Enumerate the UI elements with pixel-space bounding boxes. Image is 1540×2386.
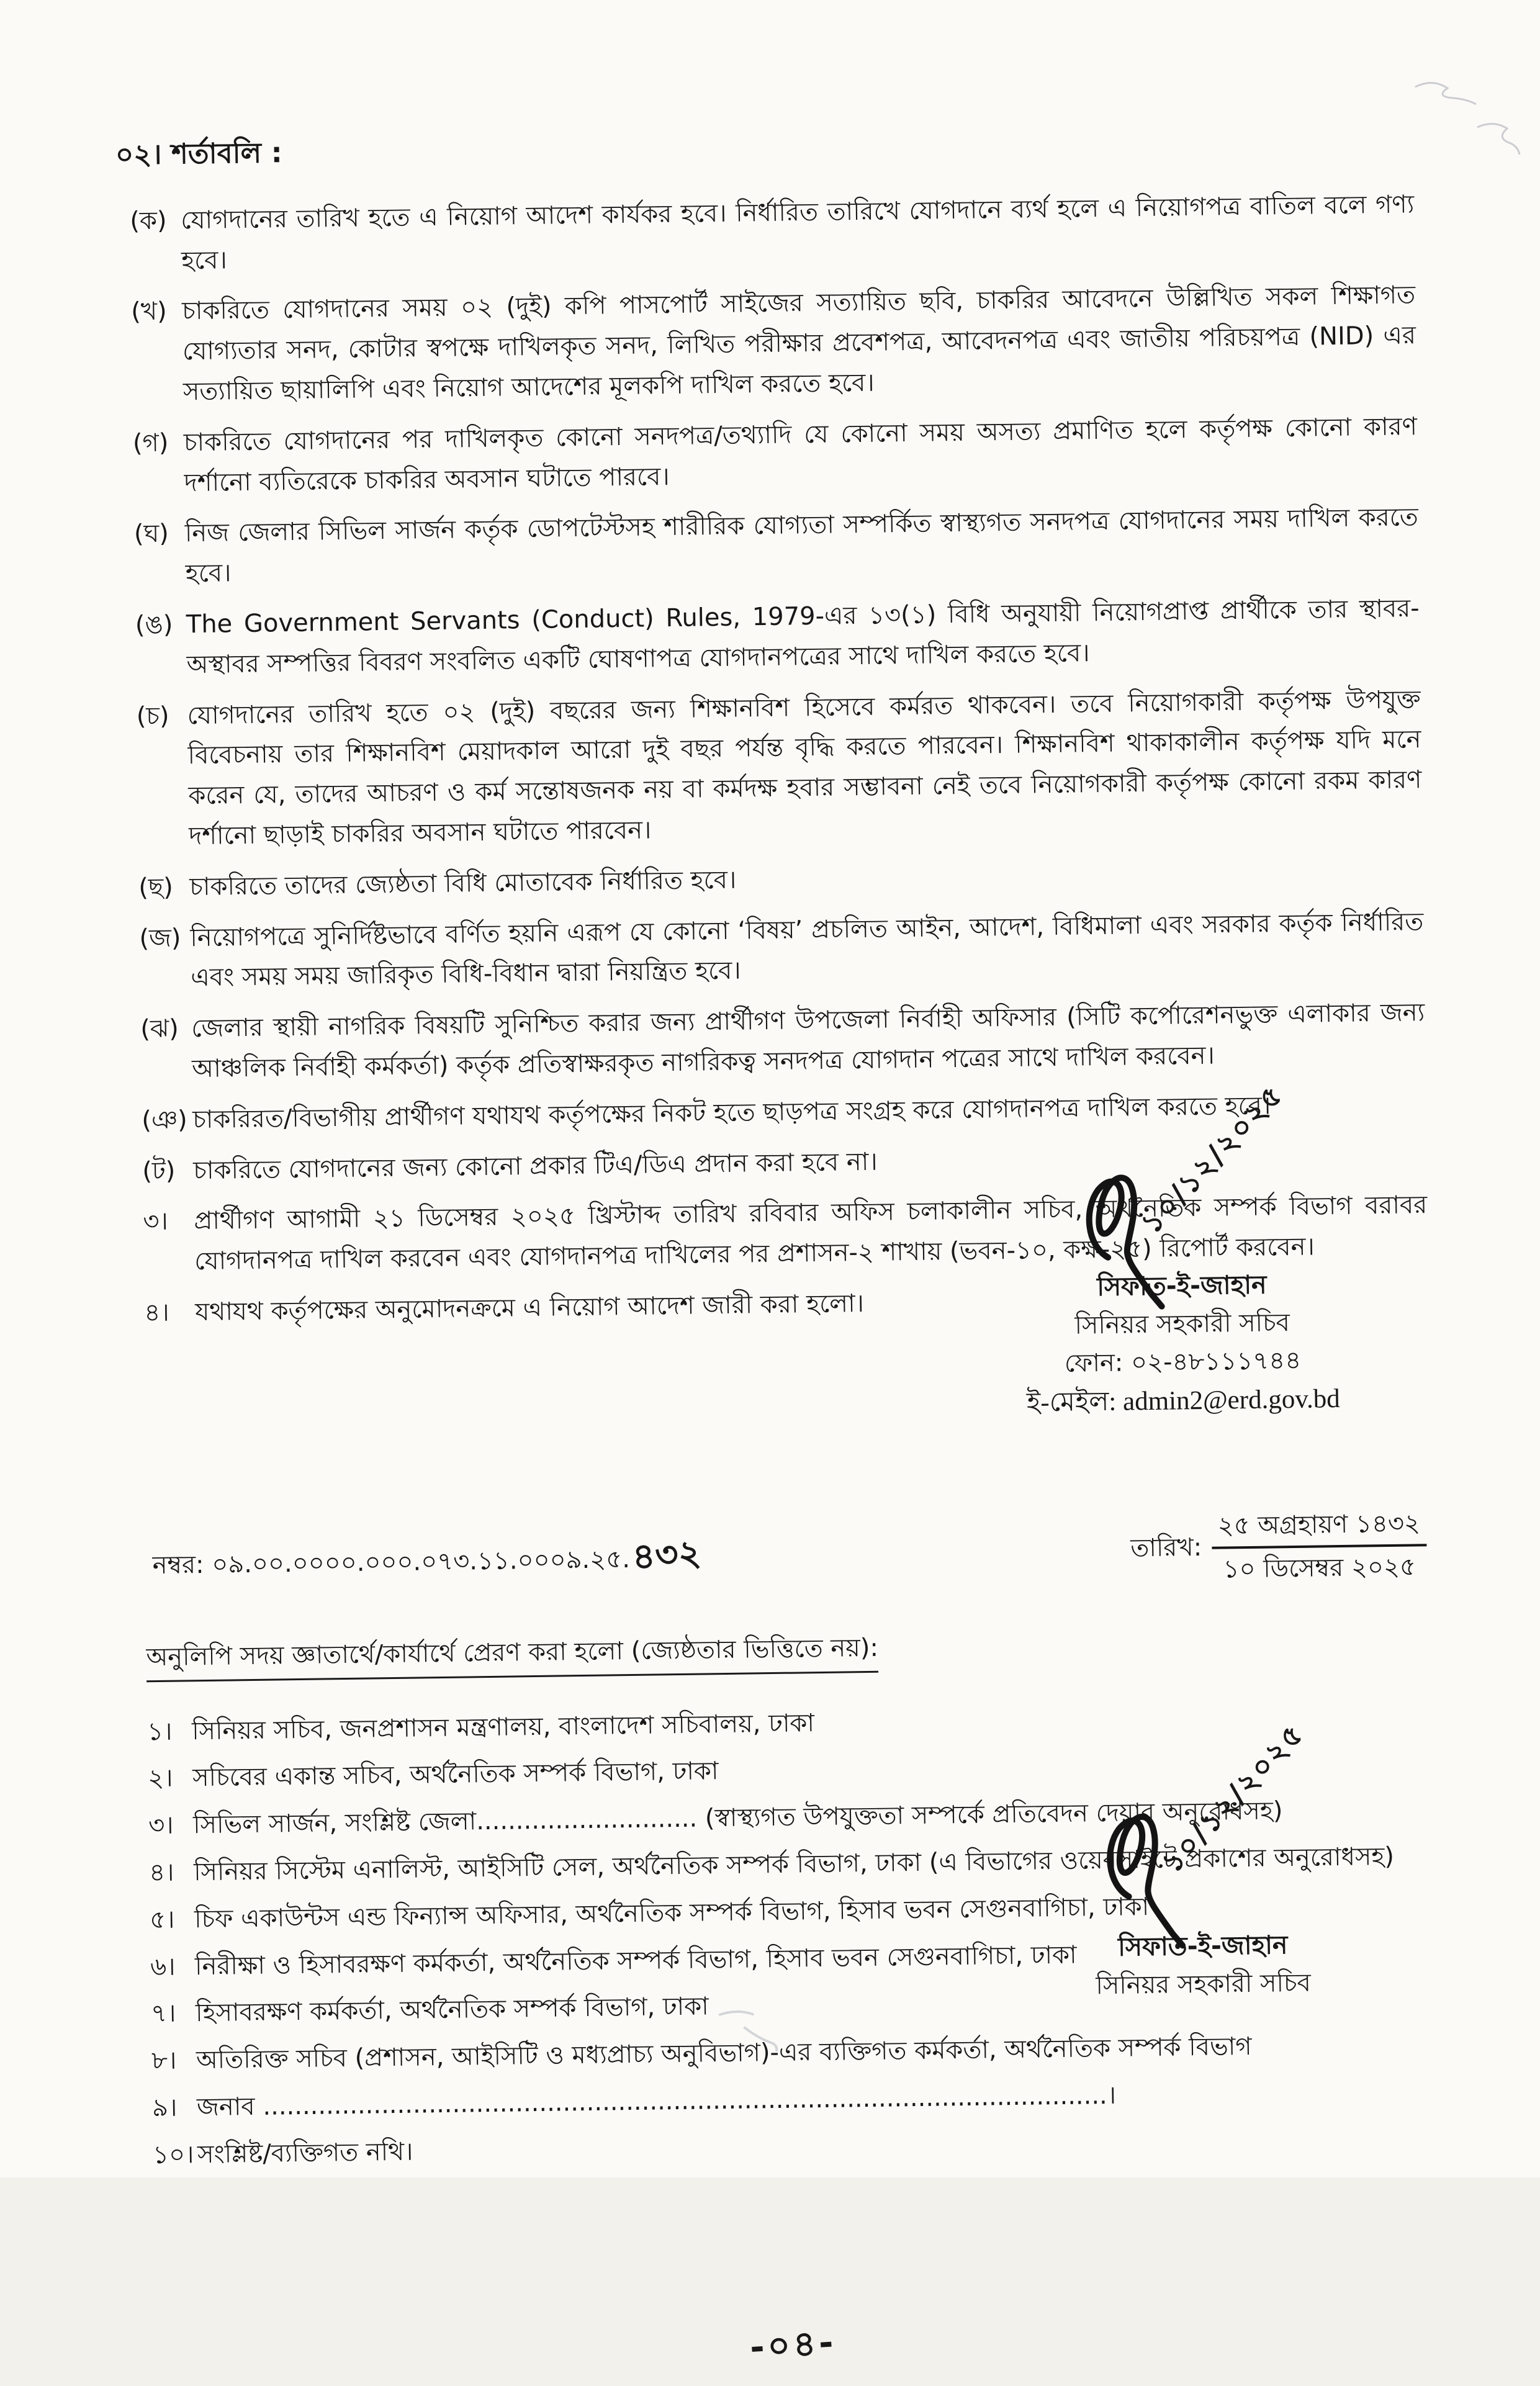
condition-text: The Government Servants (Conduct) Rules, 1979-এর ১৩(১) বিধি অনুযায়ী নিয়োগপ্রাপ্ত প্রার্থীকে তার স্থাবর-অস্থাবর সম্পত্তির বিবরণ সংবলিত একটি ঘোষণাপত্র যোগদানপত্রের সাথে দাখিল করতে হবে। — [186, 594, 1420, 680]
signature-art — [988, 1078, 1374, 1269]
copy-item-text: সিনিয়র সচিব, জনপ্রশাসন মন্ত্রণালয়, বাংলাদেশ সচিবালয়, ঢাকা — [191, 1708, 815, 1745]
condition-item-jha — [140, 993, 1426, 1090]
copy-item-text: জনাব ...........................................................................................................। — [196, 2081, 1117, 2122]
memo-number — [152, 1526, 702, 1590]
condition-label: (চ) — [136, 701, 169, 731]
copy-item-9 — [152, 2071, 1439, 2128]
condition-label: (ছ) — [138, 873, 174, 903]
condition-text: চাকরিতে যোগদানের জন্য কোনো প্রকার টিএ/ডিএ প্রদান করা হবে না। — [193, 1147, 878, 1185]
signatory-name: সিফাত-ই-জাহান — [1117, 1930, 1288, 1962]
page-number: -০৪- — [749, 2321, 838, 2368]
copy-item-number: ১০। — [152, 2140, 194, 2169]
copy-item-number: ১। — [146, 1717, 173, 1746]
copy-item-text: নিরীক্ষা ও হিসাবরক্ষণ কর্মকর্তা, অর্থনৈতিক সম্পর্ক বিভাগ, হিসাব ভবন সেগুনবাগিচা, ঢাকা — [194, 1940, 1077, 1981]
conditions-list — [116, 184, 1427, 1192]
memo-number-handwritten: ৪৩২ — [631, 1532, 703, 1578]
condition-text: চাকরিতে যোগদানের সময় ০২ (দুই) কপি পাসপোর্ট সাইজের সত্যায়িত ছবি, চাকরির আবেদনে উল্লিখিত সকল শিক্ষাগত যোগ্যতার সনদ, কোটার স্বপক্ষে দাখিলকৃত সনদ, লিখিত পরীক্ষার প্রবেশপত্র, আবেদনপত্র এবং জাতীয় পরিচয়পত্র (NID) এর সত্যায়িত ছায়ালিপি এবং নিয়োগ আদেশের মূলকপি দাখিল করতে হবে। — [181, 281, 1416, 407]
section-heading: ০২। শর্তাবলি : — [115, 136, 283, 171]
condition-label: (জ) — [139, 924, 181, 953]
copy-item-text: হিসাবরক্ষণ কর্মকর্তা, অর্থনৈতিক সম্পর্ক বিভাগ, ঢাকা — [195, 1992, 709, 2028]
clause-text: প্রার্থীগণ আগামী ২১ ডিসেম্বর ২০২৫ খ্রিস্টাব্দ তারিখ রবিবার অফিস চলাকালীন সচিব, অর্থনৈতিক সম্পর্ক বিভাগ বরাবর যোগদানপত্র দাখিল করবেন এবং যোগদানপত্র দাখিলের পর প্রশাসন-২ শাখায় (ভবন-১০, কক্ষ-২৫) রিপোর্ট করবেন। — [194, 1191, 1428, 1276]
memo-number-label: নম্বর: — [152, 1550, 204, 1580]
condition-label: (ঘ) — [133, 520, 169, 549]
memo-date — [1130, 1508, 1428, 1586]
memo-date-label: তারিখ: — [1130, 1533, 1202, 1563]
copy-item-number: ৬। — [150, 1952, 176, 1981]
condition-item-ca — [136, 680, 1422, 857]
signature-block-bottom — [1008, 1716, 1396, 2006]
memo-date-bangla: ২৫ অগ্রহায়ণ ১৪৩২ — [1211, 1508, 1426, 1549]
copy-item-number: ৯। — [151, 2093, 178, 2123]
condition-item-ja — [139, 902, 1425, 999]
pencil-smudge-artifact — [708, 2001, 808, 2058]
signature-block-top — [988, 1078, 1376, 1423]
copy-section-heading: অনুলিপি সদয় জ্ঞাতার্থে/কার্যার্থে প্রেরণ করা হলো (জ্যেষ্ঠতার ভিত্তিতে নয়): — [146, 1621, 1433, 1682]
condition-item-kha — [131, 276, 1416, 413]
condition-item-gha — [134, 498, 1420, 595]
condition-text: চাকরিতে যোগদানের পর দাখিলকৃত কোনো সনদপত্র/তথ্যাদি যে কোনো সময় অসত্য প্রমাণিত হলে কর্তৃপক্ষ কোনো কারণ দর্শানো ব্যতিরেকে চাকরির অবসান ঘটাতে পারবে। — [183, 412, 1418, 497]
handwritten-date: ১০/১২/২০২৫ — [1134, 1078, 1290, 1241]
signatory-name: সিফাত-ই-জাহান — [1096, 1269, 1267, 1302]
signatory-phone: ফোন: ০২-৪৮১১১৭৪৪ — [1064, 1346, 1302, 1378]
copy-item-number: ৮। — [151, 2046, 177, 2076]
condition-item-ga — [133, 407, 1418, 504]
copy-item-number: ৫। — [149, 1905, 175, 1934]
condition-item-cha — [138, 851, 1423, 908]
copy-item-text: সিনিয়র সিস্টেম এনালিস্ট, আইসিটি সেল, অর্থনৈতিক সম্পর্ক বিভাগ, ঢাকা (এ বিভাগের ওয়েবসাইটে প্রকাশের অনুরোধসহ) — [193, 1842, 1395, 1887]
signature-art — [1008, 1716, 1395, 1930]
condition-label: (খ) — [130, 297, 168, 326]
memo-date-gregorian: ১০ ডিসেম্বর ২০২৫ — [1223, 1552, 1416, 1584]
copy-item-text: সিভিল সার্জন, সংশ্লিষ্ট জেলা............................ (স্বাস্থ্যগত উপযুক্ততা সম্পর্কে প্রতিবেদন দেয়ার অনুরোধসহ) — [192, 1796, 1283, 1840]
condition-text: যোগদানের তারিখ হতে ০২ (দুই) বছরের জন্য শিক্ষানবিশ হিসেবে কর্মরত থাকবেন। তবে নিয়োগকারী কর্তৃপক্ষ উপযুক্ত বিবেচনায় তার শিক্ষানবিশ মেয়াদকাল আরো দুই বছর পর্যন্ত বৃদ্ধি করতে পারবেন। শিক্ষানবিশ থাকাকালীন কর্তৃপক্ষ যদি মনে করেন যে, তাদের আচরণ ও কর্ম সন্তোষজনক নয় বা কর্মদক্ষ হবার সম্ভাবনা নেই তবে নিয়োগকারী কর্তৃপক্ষ কোনো রকম কারণ দর্শানো ছাড়াই চাকরির অবসান ঘটাতে পারবেন। — [187, 685, 1422, 851]
copy-item-number: ৭। — [150, 1999, 176, 2028]
memo-row — [133, 1508, 1432, 1599]
clause-number: ৪। — [144, 1298, 169, 1328]
condition-label: (ঙ) — [135, 610, 173, 640]
copy-item-number: ৪। — [148, 1858, 174, 1888]
clause-text: যথাযথ কর্তৃপক্ষের অনুমোদনক্রমে এ নিয়োগ আদেশ জারী করা হলো। — [195, 1289, 865, 1327]
signatory-email: ই-মেইল: admin2@erd.gov.bd — [1026, 1384, 1341, 1418]
condition-text: চাকরিরত/বিভাগীয় প্রার্থীগণ যথাযথ কর্তৃপক্ষের নিকট হতে ছাড়পত্র সংগ্রহ করে যোগদানপত্র দাখিল করতে হবে। — [192, 1091, 1271, 1135]
copy-item-number: ৩। — [148, 1811, 174, 1840]
condition-label: (ঝ) — [140, 1014, 179, 1044]
handwritten-date: ১০/১২/২০২৫ — [1155, 1716, 1312, 1880]
condition-text: নিয়োগপত্রে সুনির্দিষ্টভাবে বর্ণিত হয়নি এরূপ যে কোনো ‘বিষয়’ প্রচলিত আইন, আদেশ, বিধিমালা এবং সরকার কর্তৃক নির্ধারিত এবং সময় সময় জারিকৃত বিধি-বিধান দ্বারা নিয়ন্ত্রিত হবে। — [190, 907, 1424, 993]
signatory-designation: সিনিয়র সহকারী সচিব — [1096, 1968, 1312, 2000]
condition-item-ka — [130, 184, 1415, 282]
condition-text: নিজ জেলার সিভিল সার্জন কর্তৃক ডোপটেস্টসহ শারীরিক যোগ্যতা সম্পর্কিত স্বাস্থ্যগত সনদপত্র যোগদানের সময় দাখিল করতে হবে। — [184, 503, 1419, 588]
condition-text: চাকরিতে তাদের জ্যেষ্ঠতা বিধি মোতাবেক নির্ধারিত হবে। — [189, 865, 737, 902]
condition-text: যোগদানের তারিখ হতে এ নিয়োগ আদেশ কার্যকর হবে। নির্ধারিত তারিখে যোগদানে ব্যর্থ হলে এ নিয়োগপত্র বাতিল বলে গণ্য হবে। — [181, 190, 1415, 275]
condition-label: (গ) — [132, 428, 169, 458]
copy-item-text: সচিবের একান্ত সচিব, অর্থনৈতিক সম্পর্ক বিভাগ, ঢাকা — [192, 1757, 719, 1793]
copy-item-text: সংশ্লিষ্ট/ব্যক্তিগত নথি। — [197, 2137, 413, 2169]
copy-item-number: ২। — [147, 1764, 173, 1793]
memo-number-printed: ০৯.০০.০০০০.০০০.০৭৩.১১.০০০৯.২৫. — [212, 1544, 631, 1579]
condition-label: (ট) — [142, 1156, 176, 1186]
memo-date-fraction — [1211, 1508, 1427, 1585]
copy-item-10 — [153, 2118, 1440, 2176]
copy-item-text: চিফ একাউন্টস এন্ড ফিন্যান্স অফিসার, অর্থনৈতিক সম্পর্ক বিভাগ, হিসাব ভবন সেগুনবাগিচা, ঢাকা — [194, 1892, 1150, 1934]
condition-label: (ক) — [130, 206, 167, 236]
condition-item-uma — [135, 588, 1420, 686]
clause-number: ৩। — [143, 1207, 169, 1236]
condition-text: জেলার স্থায়ী নাগরিক বিষয়টি সুনিশ্চিত করার জন্য প্রার্থীগণ উপজেলা নির্বাহী অফিসার (সিটি কর্পোরেশনভুক্ত এলাকার জন্য আঞ্চলিক নির্বাহী কর্মকর্তা) কর্তৃক প্রতিস্বাক্ষরকৃত নাগরিকত্ব সনদপত্র যোগদান পত্রের সাথে দাখিল করবেন। — [191, 998, 1425, 1084]
copy-item-text: অতিরিক্ত সচিব (প্রশাসন, আইসিটি ও মধ্যপ্রাচ্য অনুবিভাগ)-এর ব্যক্তিগত কর্মকর্তা, অর্থনৈতিক সম্পর্ক বিভাগ — [196, 2032, 1252, 2075]
condition-label: (ঞ) — [141, 1105, 188, 1135]
signatory-designation: সিনিয়র সহকারী সচিব — [1074, 1308, 1290, 1340]
copy-item-1 — [147, 1695, 1434, 1752]
